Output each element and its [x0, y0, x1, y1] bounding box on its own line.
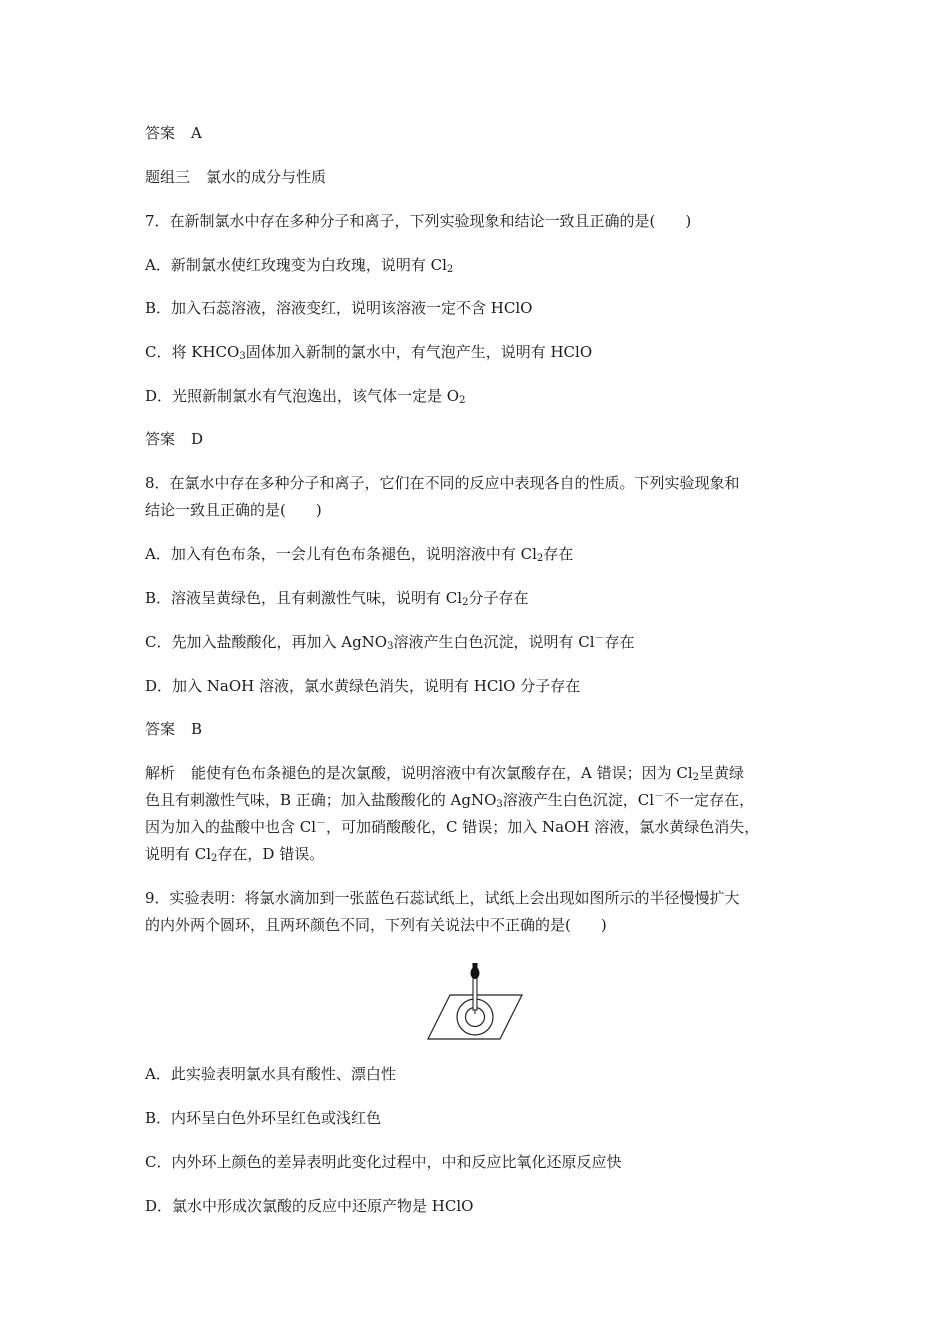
analysis-label: 解析	[145, 764, 176, 782]
analysis-line-3	[145, 816, 759, 838]
superscript: －	[316, 818, 327, 829]
dropper-tube	[473, 978, 477, 1010]
analysis-text: 呈黄绿	[699, 764, 745, 782]
option-text: A．新制氯水使红玫瑰变为白玫瑰，说明有 Cl	[145, 256, 447, 274]
question-9-option-d: D．氯水中形成次氯酸的反应中还原产物是 HClO	[145, 1197, 474, 1215]
question-7-stem: 7．在新制氯水中存在多种分子和离子，下列实验现象和结论一致且正确的是( )	[145, 212, 692, 230]
subscript: 2	[692, 772, 700, 783]
analysis-line-1	[145, 762, 744, 784]
question-7-option-d	[145, 385, 465, 407]
question-7-option-a	[145, 254, 453, 276]
subscript: 2	[459, 395, 466, 406]
section-label: 题组三	[145, 168, 191, 186]
answer-line	[145, 428, 203, 450]
analysis-line-2	[145, 789, 754, 811]
question-8-option-c	[145, 631, 635, 653]
option-text: 分子存在	[468, 589, 529, 607]
option-text: A．加入有色布条，一会儿有色布条褪色，说明溶液中有 Cl	[145, 545, 537, 563]
subscript: 3	[387, 641, 394, 652]
subscript: 2	[536, 553, 544, 564]
answer-value: A	[191, 124, 202, 142]
analysis-text: 色且有刺激性气味，B 正确；加入盐酸酸化的 AgNO	[145, 791, 497, 809]
question-9-option-a: A．此实验表明氯水具有酸性、漂白性	[145, 1065, 396, 1083]
option-text: C．先加入盐酸酸化，再加入 AgNO	[145, 633, 388, 651]
dropper-cap	[473, 963, 478, 969]
answer-label: 答案	[145, 430, 176, 448]
analysis-text: 存在，D 错误。	[217, 845, 325, 863]
option-text: 固体加入新制的氯水中，有气泡产生，说明有 HClO	[245, 343, 593, 361]
question-9-option-c: C．内外环上颜色的差异表明此变化过程中，中和反应比氧化还原反应快	[145, 1153, 622, 1171]
question-8-stem-line-1: 8．在氯水中存在多种分子和离子，它们在不同的反应中表现各自的性质。下列实验现象和	[145, 474, 740, 492]
question-9-stem-line-2: 的内外两个圆环，且两环颜色不同，下列有关说法中不正确的是( )	[145, 916, 607, 934]
option-text: 溶液产生白色沉淀，说明有 Cl	[393, 633, 595, 651]
analysis-text: 说明有 Cl	[145, 845, 212, 863]
subscript: 3	[239, 351, 246, 362]
question-7-option-b: B．加入石蕊溶液，溶液变红，说明该溶液一定不含 HClO	[145, 299, 533, 317]
question-8-option-d: D．加入 NaOH 溶液，氯水黄绿色消失，说明有 HClO 分子存在	[145, 677, 581, 695]
question-8-stem-line-2: 结论一致且正确的是( )	[145, 501, 322, 519]
answer-value: D	[191, 430, 204, 448]
answer-line	[145, 718, 202, 740]
analysis-text: 能使有色布条褪色的是次氯酸，说明溶液中有次氯酸存在，A 错误；因为 Cl	[191, 764, 693, 782]
subscript: 2	[211, 853, 218, 864]
superscript: －	[594, 633, 605, 644]
option-text: C．将 KHCO	[145, 343, 240, 361]
answer-label: 答案	[145, 124, 176, 142]
question-9-stem-line-1: 9．实验表明：将氯水滴加到一张蓝色石蕊试纸上，试纸上会出现如图所示的半径慢慢扩大	[145, 889, 740, 907]
subscript: 2	[446, 264, 454, 275]
option-text: B．溶液呈黄绿色，且有刺激性气味，说明有 Cl	[145, 589, 463, 607]
question-9-option-b: B．内环呈白色外环呈红色或浅红色	[145, 1109, 382, 1127]
superscript: －	[654, 791, 665, 802]
analysis-text: 不一定存在，	[664, 791, 755, 809]
litmus-paper-figure	[426, 962, 526, 1042]
answer-line	[145, 122, 202, 144]
analysis-text: ，可加硝酸酸化，C 错误；加入 NaOH 溶液，氯水黄绿色消失，	[326, 818, 760, 836]
option-text: 存在	[543, 545, 574, 563]
section-heading	[145, 166, 326, 188]
subscript: 2	[462, 597, 469, 608]
question-8-option-b	[145, 587, 528, 609]
option-text: 存在	[604, 633, 635, 651]
subscript: 3	[496, 799, 503, 810]
section-title: 氯水的成分与性质	[206, 168, 327, 186]
analysis-line-4	[145, 843, 324, 865]
answer-label: 答案	[145, 720, 176, 738]
answer-value: B	[191, 720, 203, 738]
option-text: D．光照新制氯水有气泡逸出，该气体一定是 O	[145, 387, 460, 405]
analysis-text: 因为加入的盐酸中也含 Cl	[145, 818, 317, 836]
question-8-option-a	[145, 543, 573, 565]
analysis-text: 溶液产生白色沉淀，Cl	[502, 791, 655, 809]
question-7-option-c	[145, 341, 592, 363]
